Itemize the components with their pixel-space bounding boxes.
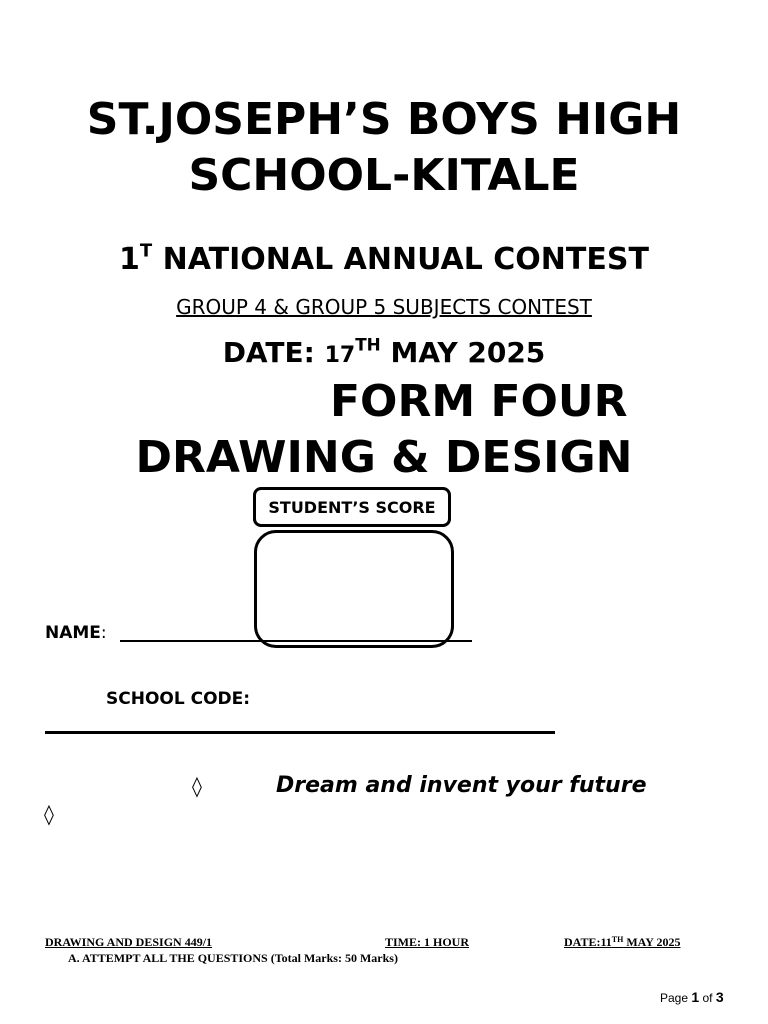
- diamond-icon: ◊: [192, 774, 202, 798]
- page-of: of: [699, 991, 716, 1005]
- instruction-text: A. ATTEMPT ALL THE QUESTIONS (Total Marks: 50 Marks): [68, 951, 398, 965]
- subjects-subtitle: GROUP 4 & GROUP 5 SUBJECTS CONTEST: [176, 295, 592, 319]
- student-score-box[interactable]: [254, 530, 454, 648]
- footer-date: [564, 935, 680, 949]
- date-day: 17: [324, 343, 356, 368]
- school-name: [0, 92, 768, 204]
- name-label-colon: :: [100, 623, 107, 643]
- subject-title: DRAWING & DESIGN: [135, 432, 633, 483]
- exam-date: [0, 335, 768, 374]
- footer-date-superscript: TH: [611, 935, 624, 944]
- date-month-year: MAY 2025: [380, 336, 546, 369]
- date-superscript: TH: [355, 334, 381, 355]
- school-code-label: SCHOOL CODE:: [106, 689, 251, 709]
- school-code-line[interactable]: [45, 731, 555, 734]
- footer-date-prefix: DATE:11: [564, 935, 612, 949]
- school-name-line1: ST.JOSEPH’S BOYS HIGH: [86, 94, 682, 145]
- contest-number: 1: [119, 242, 140, 277]
- page-number: [660, 989, 724, 1006]
- footer-paper-code: DRAWING AND DESIGN 449/1: [45, 935, 213, 949]
- diamond-icon: ◊: [44, 802, 54, 826]
- page-current: 1: [691, 989, 700, 1005]
- contest-title-text: NATIONAL ANNUAL CONTEST: [152, 242, 649, 277]
- footer-time: TIME: 1 HOUR: [385, 935, 469, 949]
- date-label: DATE:: [222, 336, 325, 369]
- school-name-line2: SCHOOL-KITALE: [188, 150, 580, 201]
- contest-title: [0, 241, 768, 279]
- contest-superscript: T: [139, 240, 153, 262]
- name-label-text: NAME: [45, 623, 101, 643]
- student-score-label: STUDENT’S SCORE: [253, 487, 451, 527]
- motto-text: Dream and invent your future: [276, 773, 647, 798]
- page-prefix: Page: [660, 991, 692, 1005]
- name-field-line[interactable]: [120, 640, 472, 642]
- page-total: 3: [715, 989, 724, 1005]
- name-field-label: [45, 622, 107, 644]
- footer-date-rest: MAY 2025: [623, 935, 681, 949]
- form-level: FORM FOUR: [330, 376, 628, 427]
